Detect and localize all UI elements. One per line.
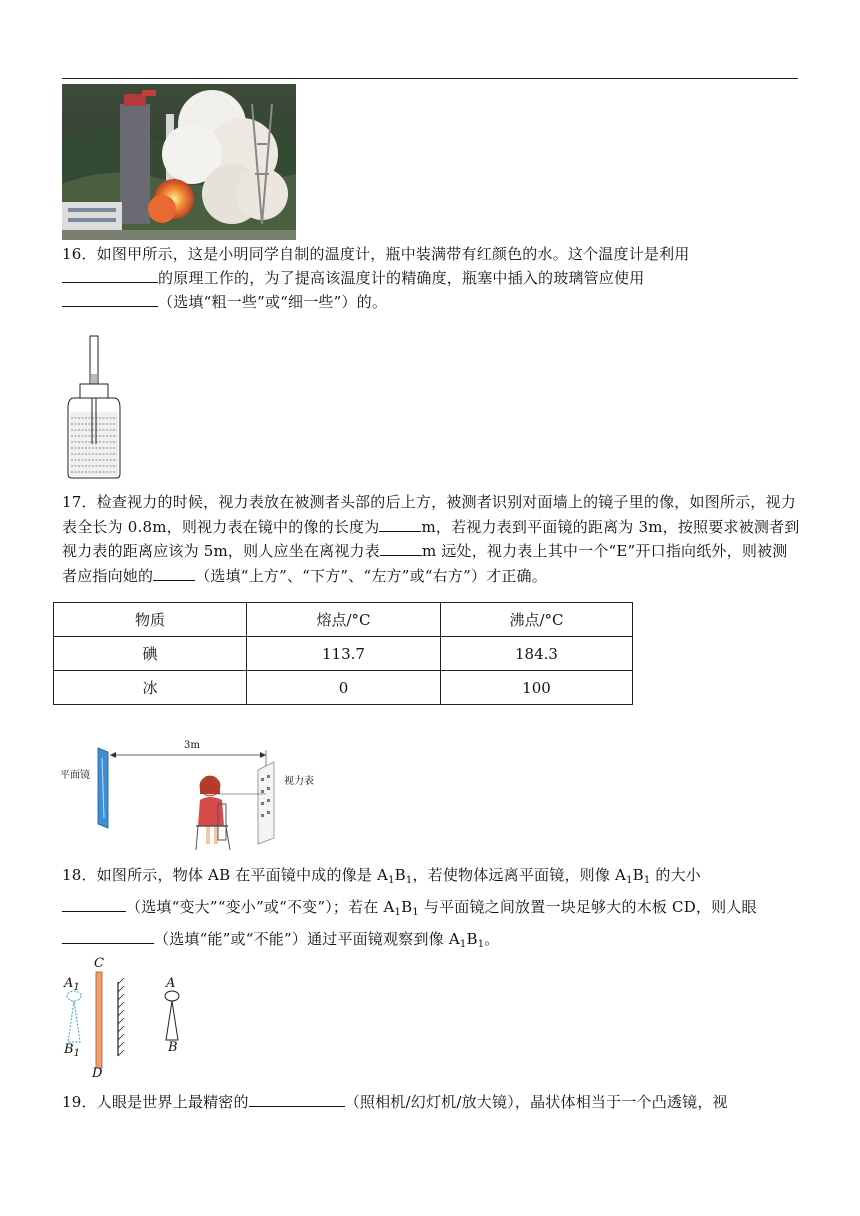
q18-text-7: 。 [484, 930, 500, 948]
q18-text-1: 18．如图所示，物体 AB 在平面镜中成的像是 A [62, 866, 389, 884]
q18-blank-1[interactable] [62, 896, 126, 912]
header-rule [62, 78, 798, 79]
q19-text-1: 19．人眼是世界上最精密的 [62, 1093, 249, 1111]
q18-text-5: 与平面镜之间放置一块足够大的木板 CD，则人眼 [418, 898, 757, 916]
mirror-board-figure [58, 956, 198, 1088]
q18-text-2b: B [632, 866, 644, 884]
q19-text-2: （照相机/幻灯机/放大镜），晶状体相当于一个凸透镜，视 [344, 1093, 728, 1111]
label-d: D [92, 1066, 103, 1081]
q18-subscript: 1 [394, 907, 402, 918]
label-a1: $A_1$ [64, 976, 80, 993]
q18-text-6: （选填“能”或“不能”）通过平面镜观察到像 A [154, 930, 460, 948]
eye-test-figure [58, 738, 314, 862]
q17-text-4: （选填“上方”、“下方”、“左方”或“右方”）才正确。 [195, 566, 547, 585]
q18-subscript: 1 [388, 875, 395, 886]
q16-text-2: 的原理工作的，为了提高该温度计的精确度，瓶塞中插入的玻璃管应使用 [158, 269, 645, 287]
table-header-cell: 熔点/°C [247, 603, 441, 637]
table-cell: 0 [247, 671, 441, 705]
question-19 [62, 1090, 802, 1114]
table-row [54, 671, 633, 705]
table-cell: 100 [441, 671, 633, 705]
q17-text-3: m 远处，视力表上其中一个“E”开口指向纸外，则被测者应指向她的 [62, 542, 788, 585]
question-18 [62, 862, 802, 958]
q18-subscript: 1 [626, 875, 633, 886]
label-b: B [168, 1040, 178, 1055]
q19-blank-1[interactable] [249, 1091, 345, 1107]
q18-text-4: （选填“变大”“变小”或“不变”）；若在 A [126, 898, 395, 916]
q18-text-6b: B [466, 930, 478, 948]
q16-text-1: 16．如图甲所示，这是小明同学自制的温度计，瓶中装满带有红颜色的水。这个温度计是利用 [62, 245, 690, 263]
q18-text-3: 的大小 [650, 866, 701, 884]
question-16 [62, 242, 802, 314]
label-b1: $B_1$ [64, 1042, 80, 1059]
table-row [54, 637, 633, 671]
table-cell: 碘 [54, 637, 247, 671]
melting-boiling-table [53, 602, 633, 705]
q18-subscript: 1 [643, 875, 651, 886]
label-c: C [94, 956, 104, 971]
q18-subscript: 1 [412, 907, 419, 918]
q17-text-2: m，若视力表到平面镜的距离为 3m，按照要求被测者到视力表的距离应该为 5m，则人应坐在离视力表 [62, 517, 800, 560]
table-cell: 冰 [54, 671, 247, 705]
q16-blank-2[interactable] [62, 291, 158, 307]
q18-text-4b: B [401, 898, 413, 916]
eye-chart-label: 视力表 [284, 776, 314, 787]
label-a: A [166, 976, 176, 991]
q18-blank-2[interactable] [62, 928, 154, 944]
table-cell: 184.3 [441, 637, 633, 671]
rocket-launch-photo [62, 84, 296, 240]
q16-blank-1[interactable] [62, 267, 158, 283]
q17-blank-1[interactable] [379, 516, 421, 532]
q17-blank-2[interactable] [380, 540, 422, 556]
q18-subscript: 1 [459, 939, 467, 950]
table-cell: 113.7 [247, 637, 441, 671]
question-17 [62, 490, 802, 588]
thermometer-bottle-figure [64, 334, 128, 484]
table-header-cell: 物质 [54, 603, 247, 637]
distance-label: 3m [184, 740, 200, 751]
q18-text-2: ，若使物体远离平面镜，则像 A [412, 866, 627, 884]
q17-blank-3[interactable] [153, 565, 195, 581]
mirror-label: 平面镜 [60, 770, 90, 781]
q18-text-1b: B [394, 866, 406, 884]
q16-text-3: （选填“粗一些”或“细一些”）的。 [158, 293, 388, 311]
q17-text-1: 17．检查视力的时候，视力表放在被测者头部的后上方，被测者识别对面墙上的镜子里的像，如图所示，视力表全长为 0.8m，则视力表在镜中的像的长度为 [62, 493, 796, 536]
q18-subscript: 1 [405, 875, 413, 886]
table-header-row [54, 603, 633, 637]
table-header-cell: 沸点/°C [441, 603, 633, 637]
q18-subscript: 1 [477, 939, 485, 950]
